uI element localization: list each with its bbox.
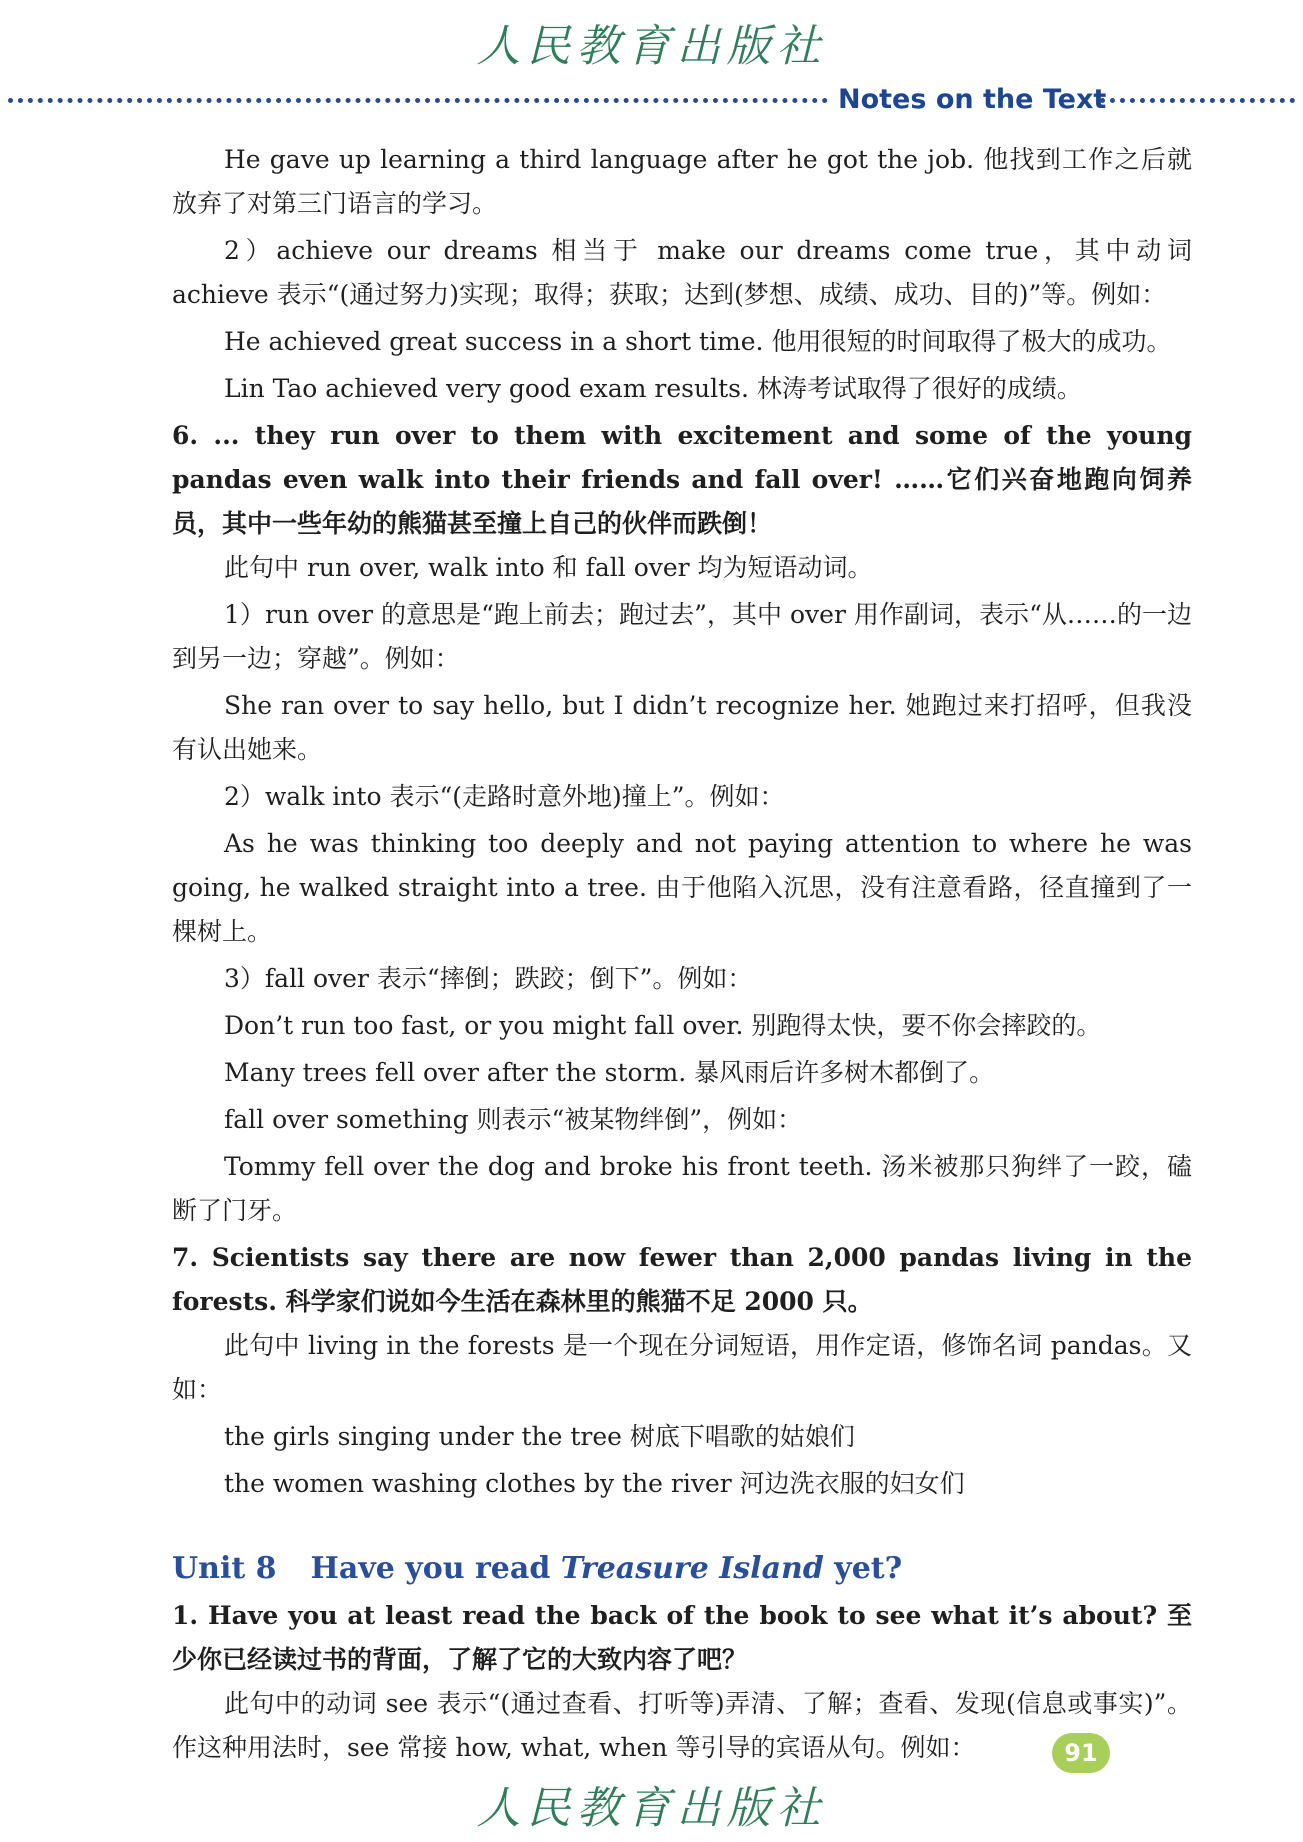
unit-number: Unit 8 xyxy=(172,1551,277,1586)
example-phrase: the women washing clothes by the river 河边洗衣服的妇女们 xyxy=(224,1469,965,1498)
note-explanation: fall over something 则表示“被某物绊倒”，例如： xyxy=(224,1105,803,1134)
note-explanation: 此句中 run over, walk into 和 fall over 均为短语动词。 xyxy=(224,553,873,582)
note-explanation: 2）walk into 表示“(走路时意外地)撞上”。例如： xyxy=(224,782,785,811)
example-sentence: Lin Tao achieved very good exam results. 林涛考试取得了很好的成绩。 xyxy=(224,374,1082,403)
example-sentence: Many trees fell over after the storm. 暴风雨后许多树木都倒了。 xyxy=(224,1058,995,1087)
header-dots-left xyxy=(8,98,828,103)
example-sentence: He gave up learning a third language after he got the job. 他找到工作之后就放弃了对第三门语言的学习。 xyxy=(172,145,1192,218)
example-phrase: the girls singing under the tree 树底下唱歌的姑娘们 xyxy=(224,1422,855,1451)
note-explanation: 此句中 living in the forests 是一个现在分词短语，用作定语，修饰名词 pandas。又如： xyxy=(172,1331,1192,1404)
running-title: Notes on the Text xyxy=(838,84,1107,115)
unit-heading xyxy=(172,1544,1192,1594)
example-sentence: As he was thinking too deeply and not paying attention to where he was going, he walked straight into a tree. 由于他陷入沉思，没有注意看路，径直撞到了一棵树上。 xyxy=(172,829,1192,946)
note-explanation: 1）run over 的意思是“跑上前去；跑过去”，其中 over 用作副词，表示“从……的一边到另一边；穿越”。例如： xyxy=(172,600,1192,673)
page-number-badge: 91 xyxy=(1052,1733,1110,1773)
note-explanation: 此句中的动词 see 表示“(通过查看、打听等)弄清、了解；查看、发现(信息或事实)”。作这种用法时，see 常接 how, what, when 等引导的宾语从句。例如： xyxy=(172,1689,1192,1762)
publisher-logo-bottom: 人民教育出版社 xyxy=(476,1783,827,1834)
note-heading-6: 6. ... they run over to them with excitement and some of the young pandas even walk into their friends and fall over! ……它们兴奋地跑向饲养员，其中一些年幼的熊猫甚至撞上自己的伙伴而跌倒！ xyxy=(172,421,1192,538)
note-heading-1: 1. Have you at least read the back of the book to see what it’s about? 至少你已经读过书的背面，了解了它的大致内容了吧？ xyxy=(172,1601,1192,1674)
unit-title-book: Treasure Island xyxy=(560,1551,824,1586)
header-dots-right xyxy=(1100,98,1295,103)
example-sentence: She ran over to say hello, but I didn’t recognize her. 她跑过来打招呼，但我没有认出她来。 xyxy=(172,691,1192,764)
example-sentence: Tommy fell over the dog and broke his front teeth. 汤米被那只狗绊了一跤，磕断了门牙。 xyxy=(172,1152,1192,1225)
publisher-logo-top: 人民教育出版社 xyxy=(476,21,827,72)
unit-title-prefix: Have you read xyxy=(310,1551,561,1586)
page-body xyxy=(172,138,1192,1770)
unit-title-suffix: yet? xyxy=(823,1551,903,1586)
note-explanation: 2）achieve our dreams 相当于 make our dreams come true，其中动词 achieve 表示“(通过努力)实现；取得；获取；达到(梦想、成绩、成功、目的)”等。例如： xyxy=(172,236,1192,309)
example-sentence: Don’t run too fast, or you might fall over. 别跑得太快，要不你会摔跤的。 xyxy=(224,1011,1102,1040)
note-heading-7: 7. Scientists say there are now fewer than 2,000 pandas living in the forests. 科学家们说如今生活在森林里的熊猫不足 2000 只。 xyxy=(172,1243,1192,1316)
note-explanation: 3）fall over 表示“摔倒；跌跤；倒下”。例如： xyxy=(224,964,753,993)
running-header xyxy=(0,80,1303,120)
example-sentence: He achieved great success in a short time. 他用很短的时间取得了极大的成功。 xyxy=(224,327,1172,356)
